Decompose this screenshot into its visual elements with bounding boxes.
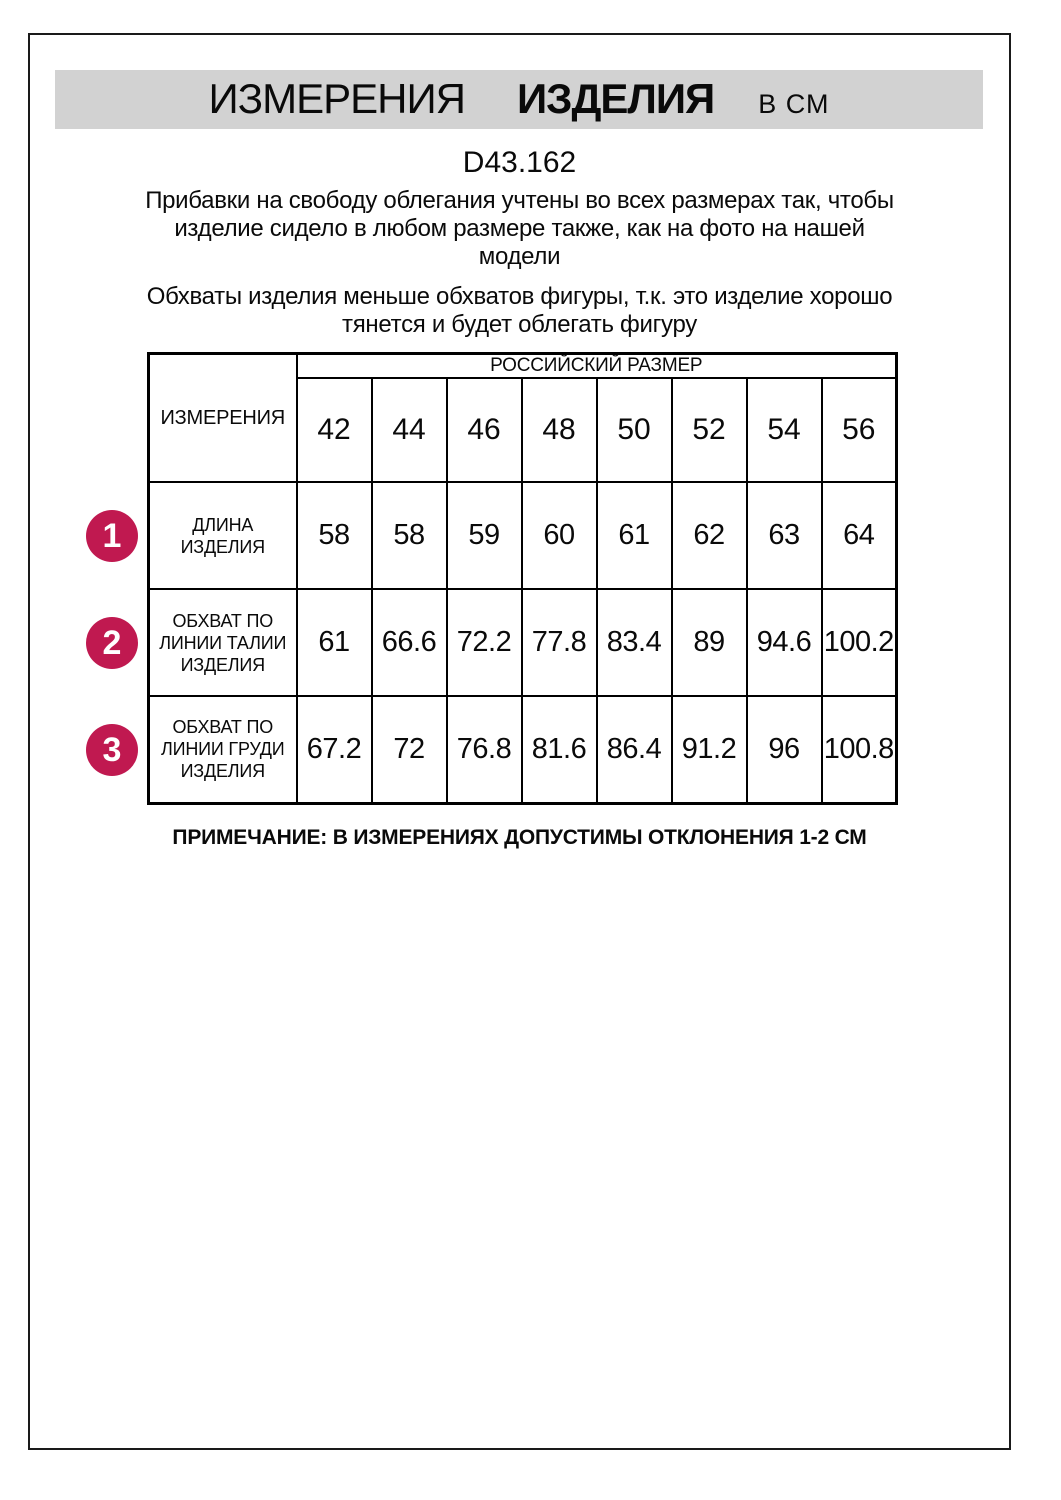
row-label-cell <box>149 482 297 589</box>
value-cell: 58 <box>372 482 447 589</box>
value-cell: 60 <box>522 482 597 589</box>
corner-header-cell: ИЗМЕРЕНИЯ <box>149 354 297 483</box>
value-cell: 83.4 <box>597 589 672 696</box>
group-header-cell: РОССИЙСКИЙ РАЗМЕР <box>297 354 897 379</box>
row-label-line: ЛИНИИ ГРУДИ <box>160 739 285 760</box>
value-cell: 66.6 <box>372 589 447 696</box>
value-cell: 96 <box>747 696 822 803</box>
note-text: ПРИМЕЧАНИЕ: В ИЗМЕРЕНИЯХ ДОПУСТИМЫ ОТКЛОНЕНИЯ 1-2 СМ <box>172 826 867 849</box>
value-cell: 61 <box>297 589 372 696</box>
table-row-length <box>149 482 897 589</box>
size-header-cell: 50 <box>597 378 672 482</box>
row-label-line: ИЗДЕЛИЯ <box>180 761 265 782</box>
value-cell: 58 <box>297 482 372 589</box>
row-label-line: ЛИНИИ ТАЛИИ <box>159 632 287 653</box>
size-table <box>147 352 898 805</box>
row-number-badge-1: 1 <box>86 510 138 562</box>
size-header-cell: 44 <box>372 378 447 482</box>
value-cell: 91.2 <box>672 696 747 803</box>
size-header-cell: 42 <box>297 378 372 482</box>
title-unit: В СМ <box>758 89 830 119</box>
size-header-cell: 56 <box>822 378 897 482</box>
row-label-line: ОБХВАТ ПО <box>172 717 274 738</box>
value-cell: 64 <box>822 482 897 589</box>
value-cell: 94.6 <box>747 589 822 696</box>
table-row-chest <box>149 696 897 803</box>
value-cell: 59 <box>447 482 522 589</box>
row-label-line: ИЗДЕЛИЯ <box>180 654 265 675</box>
title-product: ИЗДЕЛИЯ <box>516 75 715 122</box>
value-cell: 72 <box>372 696 447 803</box>
value-cell: 81.6 <box>522 696 597 803</box>
table-row-waist <box>149 589 897 696</box>
row-label-line: ОБХВАТ ПО <box>172 610 274 631</box>
intro-p1-line2: изделие сидело в любом размере также, как на фото на нашей <box>174 215 865 242</box>
value-cell: 76.8 <box>447 696 522 803</box>
value-cell: 72.2 <box>447 589 522 696</box>
intro-text <box>28 187 1011 339</box>
value-cell: 89 <box>672 589 747 696</box>
size-header-cell: 54 <box>747 378 822 482</box>
intro-paragraph-1 <box>28 187 1011 271</box>
value-cell: 86.4 <box>597 696 672 803</box>
row-label-cell <box>149 696 297 803</box>
size-header-cell: 52 <box>672 378 747 482</box>
title-measurements: ИЗМЕРЕНИЯ <box>208 75 465 122</box>
intro-p2-line1: Обхваты изделия меньше обхватов фигуры, т.к. это изделие хорошо <box>146 283 893 310</box>
value-cell: 77.8 <box>522 589 597 696</box>
row-number-badge-2: 2 <box>86 617 138 669</box>
size-header-cell: 48 <box>522 378 597 482</box>
value-cell: 67.2 <box>297 696 372 803</box>
row-label-line: ИЗДЕЛИЯ <box>180 536 265 557</box>
value-cell: 100.2 <box>822 589 897 696</box>
value-cell: 100.8 <box>822 696 897 803</box>
intro-paragraph-2 <box>28 283 1011 339</box>
value-cell: 61 <box>597 482 672 589</box>
product-code: D43.162 <box>462 146 577 179</box>
value-cell: 63 <box>747 482 822 589</box>
row-label-line: ДЛИНА <box>192 514 254 535</box>
size-header-cell: 46 <box>447 378 522 482</box>
row-number-badge-3: 3 <box>86 724 138 776</box>
intro-p1-line3: модели <box>478 243 561 270</box>
intro-p1-line1: Прибавки на свободу облегания учтены во всех размерах так, чтобы <box>145 187 894 214</box>
value-cell: 62 <box>672 482 747 589</box>
intro-p2-line2: тянется и будет облегать фигуру <box>342 311 697 338</box>
title-bar <box>55 70 983 129</box>
row-label-cell <box>149 589 297 696</box>
